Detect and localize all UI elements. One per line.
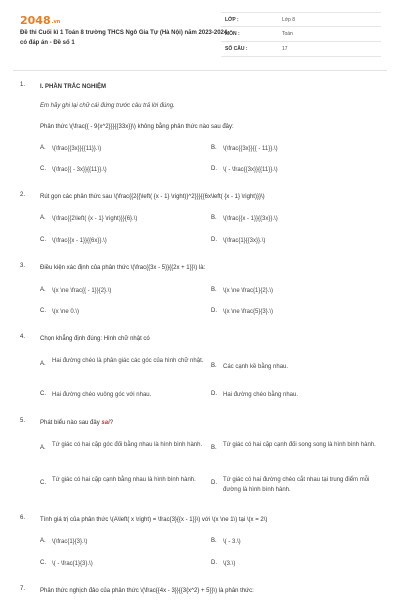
- option-c[interactable]: [40, 391, 212, 400]
- option-label: B.: [211, 287, 217, 293]
- option-c[interactable]: [40, 237, 212, 246]
- option-text: Hai đường chéo vuông góc với nhau.: [52, 392, 152, 398]
- option-label: A.: [40, 215, 46, 221]
- question-number: 3.: [20, 263, 26, 269]
- option-label: A.: [40, 445, 46, 451]
- option-label: A.: [40, 361, 46, 367]
- option-text: \(\frac{{3x}}{{ - 11}}.\): [223, 146, 278, 152]
- option-label: C.: [40, 391, 46, 397]
- option-d[interactable]: [211, 166, 383, 175]
- meta-row-subject: [221, 27, 381, 42]
- option-c[interactable]: [40, 308, 212, 317]
- question-number: 2.: [20, 192, 26, 198]
- meta-label: MÔN :: [225, 31, 240, 37]
- option-text: \(\frac{{x - 1}}{{3x}}.\): [223, 216, 278, 222]
- option-label: A.: [40, 145, 46, 151]
- option-text: \(x \ne \frac{5}{3}.\): [223, 309, 274, 315]
- page-header: [0, 0, 400, 68]
- option-d[interactable]: [211, 560, 383, 569]
- instruction-text: Em hãy ghi lại chữ cái đứng trước câu trả lời đúng.: [40, 103, 175, 109]
- question-text: Phân thức nghịch đảo của phân thức \(\frac{{4x - 3}}{{3{x^2} + 5}}\) là phân thức:: [40, 588, 254, 594]
- meta-label: LỚP :: [225, 16, 239, 23]
- option-text: \( - \frac{{3x}}{{11}}.\): [223, 167, 278, 173]
- option-b[interactable]: [211, 287, 383, 296]
- option-d[interactable]: [211, 391, 383, 400]
- exam-title: Đề thi Cuối kì 1 Toán 8 trường THCS Ngô Gia Tự (Hà Nội) năm 2023-2024 có đáp án - Đề số 1: [20, 30, 228, 46]
- option-label: C.: [40, 308, 46, 314]
- option-d[interactable]: [211, 308, 383, 317]
- option-b[interactable]: [211, 215, 383, 224]
- option-label: B.: [211, 538, 217, 544]
- option-label: D.: [211, 308, 217, 314]
- option-label: D.: [211, 560, 217, 566]
- meta-value: 17: [282, 46, 288, 52]
- option-text: \(x \ne \frac{{ - 1}}{2}.\): [52, 288, 112, 294]
- option-label: D.: [211, 166, 217, 172]
- option-label: B.: [211, 363, 217, 369]
- option-text: \(\frac{{x - 1}}{{6x}}.\): [52, 238, 107, 244]
- option-d[interactable]: [211, 237, 383, 246]
- exam-meta-table: [221, 12, 381, 57]
- option-d[interactable]: [211, 475, 383, 495]
- option-text: \( - 3.\): [223, 539, 241, 545]
- option-text: \(3.\): [223, 561, 236, 567]
- option-text: Hai đường chéo là phân giác các góc của hình chữ nhật.: [52, 358, 204, 364]
- option-text: \(\frac{1}{{3x}}.\): [223, 238, 266, 244]
- question-text-lead: Phát biểu nào sau đây: [40, 420, 102, 426]
- option-text: Tứ giác có hai cặp cạnh bằng nhau là hình bình hành.: [52, 477, 196, 483]
- section-title: I. PHẦN TRẮC NGHIỆM: [40, 84, 106, 90]
- option-text: Tứ giác có hai đường chéo cắt nhau tại trung điểm mỗi đường là hình bình hành.: [223, 477, 370, 493]
- option-label: B.: [211, 445, 217, 451]
- option-label: C.: [40, 237, 46, 243]
- option-a[interactable]: [40, 356, 212, 367]
- option-label: A.: [40, 538, 46, 544]
- option-text: \(\frac{{2\left( {x - 1} \right)}}{6}.\): [52, 216, 138, 222]
- option-text: \(\frac{{ - 3x}}{{11}}.\): [52, 167, 107, 173]
- question-text: Chọn khẳng định đúng: Hình chữ nhật có: [40, 336, 150, 342]
- option-b[interactable]: [211, 145, 383, 154]
- option-label: D.: [211, 237, 217, 243]
- logo-main: 2048: [20, 14, 51, 27]
- option-label: C.: [40, 560, 46, 566]
- header-divider: [13, 70, 387, 71]
- option-text: \(x \ne 0.\): [52, 309, 80, 315]
- question-number: 6.: [20, 515, 26, 521]
- question-number: 5.: [20, 418, 26, 424]
- question-number: 4.: [20, 334, 26, 340]
- option-label: C.: [40, 166, 46, 172]
- option-label: A.: [40, 287, 46, 293]
- option-a[interactable]: [40, 287, 212, 296]
- option-c[interactable]: [40, 475, 212, 486]
- option-label: B.: [211, 145, 217, 151]
- question-text: Tính giá trị của phân thức \(A\left( x \right) = \frac{3}{{x - 1}}\) với \(x \ne 1\) tại \(x = 2\): [40, 517, 268, 523]
- option-label: B.: [211, 215, 217, 221]
- option-a[interactable]: [40, 440, 212, 451]
- option-b[interactable]: [211, 363, 383, 372]
- question-text: Phân thức \(\frac{{ - 9{x^2}}}{{33x}}\) không bằng phân thức nào sau đây:: [40, 124, 234, 130]
- option-c[interactable]: [40, 560, 212, 569]
- option-text: Các cạnh kề bằng nhau.: [223, 364, 289, 370]
- section-number: 1.: [20, 82, 26, 88]
- logo-suffix: .vn: [51, 19, 61, 25]
- option-text: Hai đường chéo bằng nhau.: [223, 392, 299, 398]
- question-text: Rút gọn các phân thức sau \(\frac{{2{{\left( {x - 1} \right)}^2}}}{{6x\left( {x - 1} \right)}}\): [40, 194, 265, 200]
- option-text: \(\frac{1}{3}.\): [52, 539, 88, 545]
- meta-value: Lớp 8: [282, 16, 296, 23]
- option-text: Tứ giác có hai cặp góc đối bằng nhau là hình bình hành.: [52, 442, 203, 448]
- option-a[interactable]: [40, 145, 212, 154]
- question-text: [40, 418, 385, 428]
- meta-row-count: [221, 42, 381, 57]
- option-text: \( - \frac{1}{3}.\): [52, 561, 93, 567]
- option-a[interactable]: [40, 538, 212, 547]
- option-b[interactable]: [211, 440, 383, 451]
- option-label: D.: [211, 480, 217, 486]
- option-c[interactable]: [40, 166, 212, 175]
- option-a[interactable]: [40, 215, 212, 224]
- emphasis-word: sai: [101, 420, 110, 426]
- question-text-tail: ?: [109, 420, 114, 426]
- option-text: \(x \ne \frac{1}{2}.\): [223, 288, 274, 294]
- option-b[interactable]: [211, 538, 383, 547]
- meta-label: SỐ CÂU :: [225, 46, 248, 52]
- option-text: \(\frac{{3x}}{{11}}.\): [52, 146, 102, 152]
- meta-value: Toán: [282, 31, 293, 37]
- site-logo[interactable]: [20, 14, 60, 27]
- option-label: C.: [40, 480, 46, 486]
- option-text: Tứ giác có hai cặp cạnh đối song song là hình bình hành.: [223, 442, 376, 448]
- option-label: D.: [211, 391, 217, 397]
- question-text: Điều kiện xác định của phân thức \(\frac{{3x - 5}}{{2x + 1}}\) là:: [40, 265, 206, 271]
- meta-row-class: [221, 12, 381, 27]
- question-number: 7.: [20, 586, 26, 592]
